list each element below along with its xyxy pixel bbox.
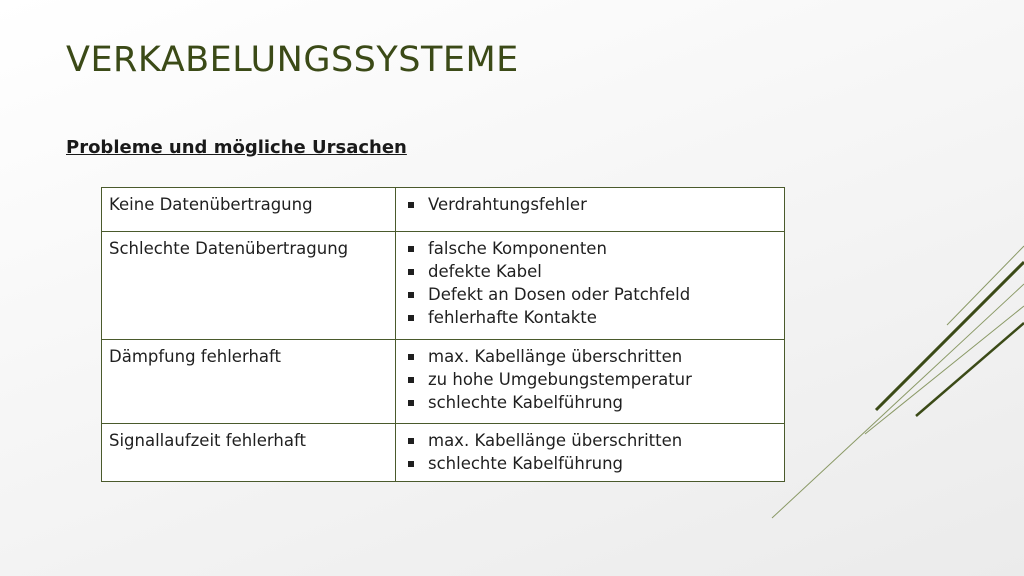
slide-subtitle: Probleme und mögliche Ursachen [66,137,407,158]
cause-item: fehlerhafte Kontakte [405,306,778,329]
problem-cell: Keine Datenübertragung [102,188,396,232]
problem-cell: Schlechte Datenübertragung [102,232,396,340]
slide-title: VERKABELUNGSSYSTEME [66,40,519,80]
cause-item: Defekt an Dosen oder Patchfeld [405,283,778,306]
cause-item: schlechte Kabelführung [405,391,778,414]
problem-cell: Signallaufzeit fehlerhaft [102,424,396,482]
deco-line [947,246,1024,325]
cause-item: zu hohe Umgebungstemperatur [405,368,778,391]
deco-line [772,284,1024,518]
problem-cell: Dämpfung fehlerhaft [102,340,396,424]
deco-line [865,306,1024,434]
cause-item: falsche Komponenten [405,237,778,260]
cause-item: max. Kabellänge überschritten [405,429,778,452]
cause-item: schlechte Kabelführung [405,452,778,475]
cause-item: defekte Kabel [405,260,778,283]
cause-item: Verdrahtungsfehler [405,193,778,216]
cause-item: max. Kabellänge überschritten [405,345,778,368]
